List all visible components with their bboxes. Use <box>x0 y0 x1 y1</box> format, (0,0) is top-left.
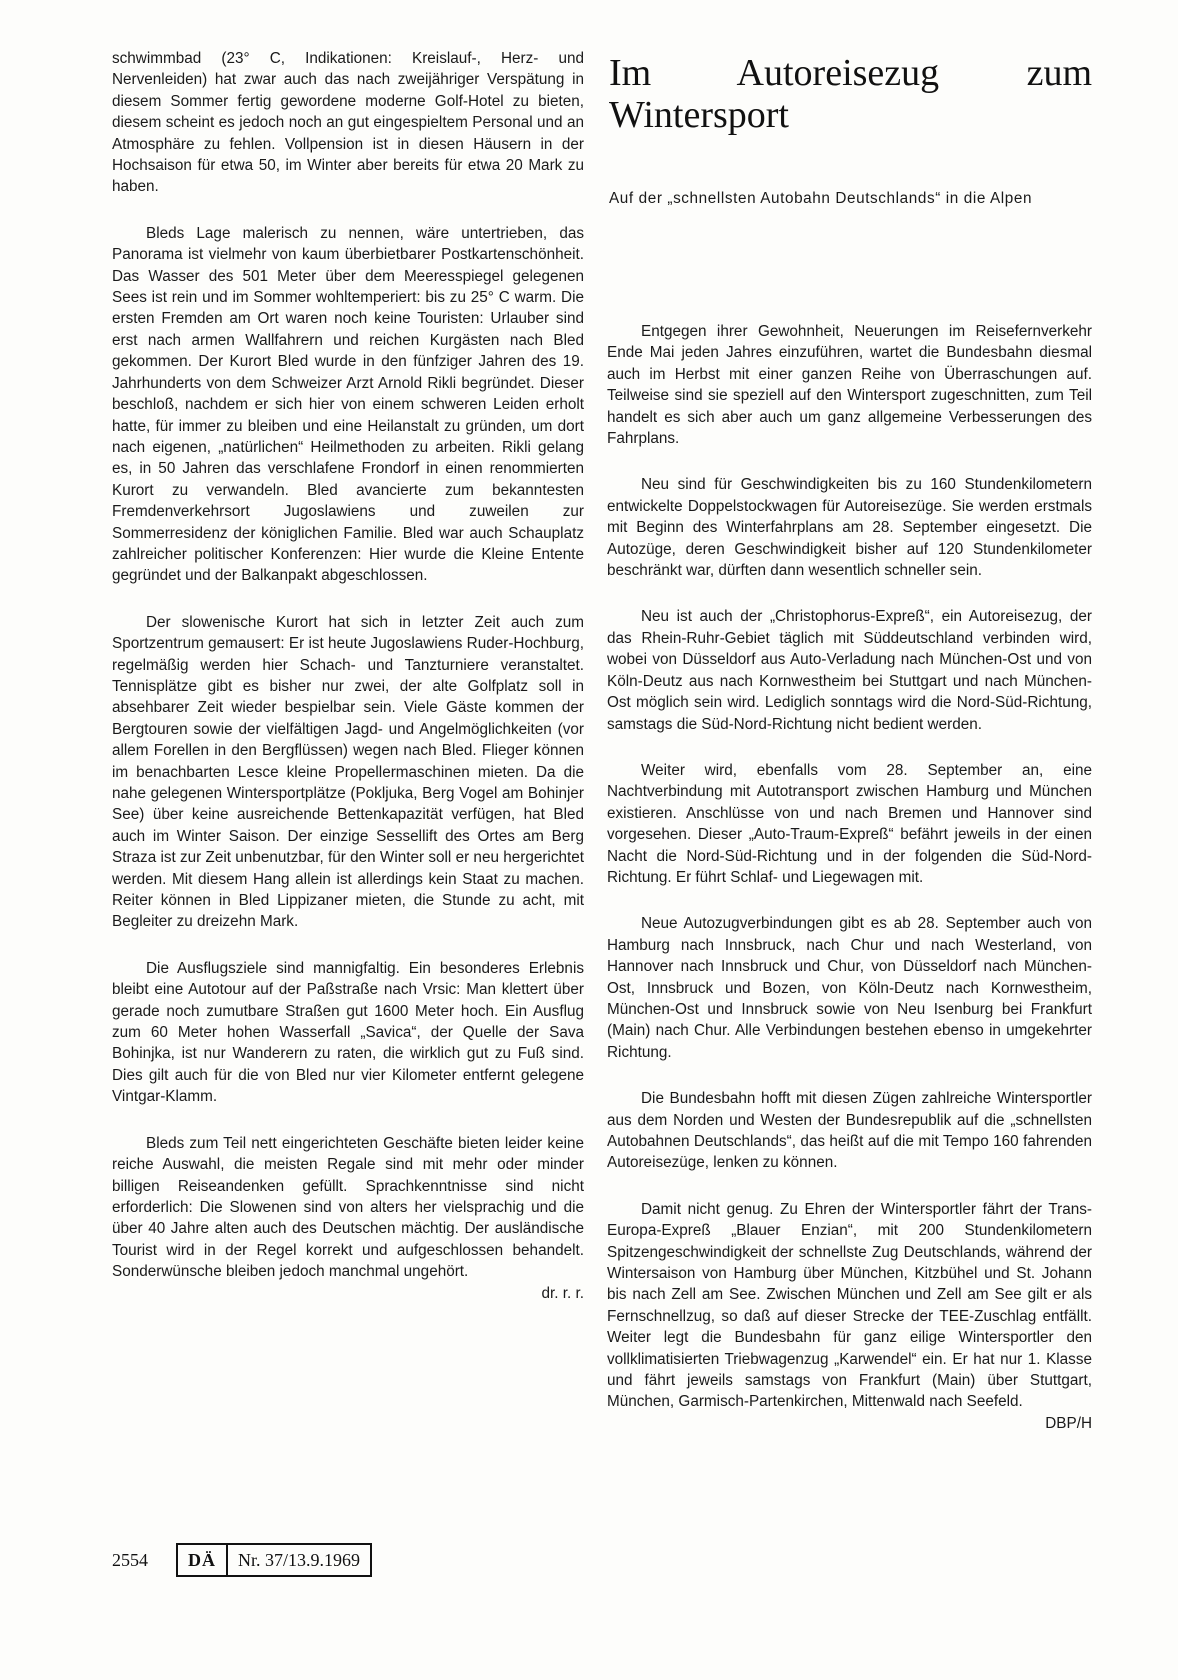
article-paragraph: schwimmbad (23° C, Indikationen: Kreislauf-, Herz- und Nervenleiden) hat zwar auch das nach zweijähriger Verspätung in diesem Sommer fertig gewordene moderne Golf-Hotel zu bieten, diesem scheint es jedoch noch an gut eingespieltem Personal und an Atmosphäre zu fehlen. Vollpension ist in diesen Häusern in der Hochsaison für etwa 50, im Winter aber bereits für etwa 20 Mark zu haben. <box>112 50 584 196</box>
article-paragraph: Bleds Lage malerisch zu nennen, wäre untertrieben, das Panorama ist vielmehr von kaum überbietbarer Postkartenschönheit. Das Wasser des 501 Meter über dem Meeresspiegel gelegenen Sees ist rein und im Sommer wohltemperiert: bis zu 25° C warm. Die ersten Fremden am Ort waren noch keine Touristen: Urlauber sind erst nach armen Wallfahrern und reichen Kurgästen nach Bled gekommen. Der Kurort Bled wurde in den fünfziger Jahren des 19. Jahrhunderts von dem Schweizer Arzt Arnold Rikli begründet. Dieser beschloß, nachdem er sich hier von einem schweren Leiden erholt hatte, für immer zu bleiben und eine Heilanstalt zu gründen, um dort nach eigenen, „natürlichen“ Heilmethoden zu arbeiten. Rikli gelang es, in 50 Jahren das verschlafene Frondorf in einen renommierten Kurort zu verwandeln. Bled avancierte zum bekanntesten Fremdenverkehrsort Jugoslawiens und zuweilen zur Sommerresidenz der königlichen Familie. Bled war auch Schauplatz zahlreicher politischer Konferenzen: Hier wurde die Kleine Entente gegründet und der Balkanpakt abgeschlossen. <box>112 224 584 585</box>
author-signature: DBP/H <box>1045 1414 1092 1432</box>
article-paragraph: Die Bundesbahn hofft mit diesen Zügen zahlreiche Wintersportler aus dem Norden und Westen der Bundesrepublik auf die „schnellsten Autobahnen Deutschlands“, das heißt auf die mit Tempo 160 fahrenden Autoreisezüge, lenken zu können. <box>607 1090 1092 1172</box>
signature-line <box>607 1413 1092 1434</box>
left-column <box>112 48 584 1304</box>
article-subtitle: Auf der „schnellsten Autobahn Deutschlands“ in die Alpen <box>609 190 1033 207</box>
signature-line <box>112 1283 584 1304</box>
author-signature: dr. r. r. <box>541 1284 584 1302</box>
issue-label: Nr. 37/13.9.1969 <box>238 1549 361 1570</box>
right-column <box>607 52 1092 1434</box>
journal-logo: DÄ <box>178 1545 228 1575</box>
page-number: 2554 <box>112 1549 148 1570</box>
article-paragraph: Damit nicht genug. Zu Ehren der Wintersportler fährt der Trans-Europa-Expreß „Blauer Enzian“, mit 200 Stundenkilometern Spitzengeschwindigkeit der schnellste Zug Deutschlands, während der Wintersaison von Hamburg über München, Kitzbühel und St. Johann bis nach Zell am See. Zwischen München und Zell am See gilt er als Fernschnellzug, so daß auf dieser Strecke der TEE-Zuschlag entfällt. Weiter legt die Bundesbahn für ganz eilige Wintersportler den vollklimatisierten Triebwagenzug „Karwendel“ ein. Er hat nur 1. Klasse und fährt jeweils samstags von Frankfurt (Main) über Stuttgart, München, Garmisch-Partenkirchen, Mittenwald nach Seefeld. <box>607 1200 1092 1411</box>
article-title: Im Autoreisezug zum Wintersport <box>609 52 1092 136</box>
article-paragraph: Die Ausflugsziele sind mannigfaltig. Ein besonderes Erlebnis bleibt eine Autotour auf der Paßstraße nach Vrsic: Man klettert über gerade noch zumutbare Straßen gut 1600 Meter hoch. Ein Ausflug zum 60 Meter hohen Wasserfall „Savica“, der Quelle der Sava Bohinjka, ist nur Wanderern zu raten, die wirklich gut zu Fuß sind. Dies gilt auch für die von Bled nur vier Kilometer entfernt gelegene Vintgar-Klamm. <box>112 959 584 1106</box>
article-paragraph: Der slowenische Kurort hat sich in letzter Zeit auch zum Sportzentrum gemausert: Er ist heute Jugoslawiens Ruder-Hochburg, regelmäßig werden hier Schach- und Tanzturniere veranstaltet. Tennisplätze gibt es bisher nur zwei, der alte Golfplatz soll in absehbarer Zeit wieder bespielbar sein. Viele Gäste kommen der Bergtouren sowie der vielfältigen Jagd- und Angelmöglichkeiten (vor allem Forellen in den Bergflüssen) wegen nach Bled. Flieger können im benachbarten Lesce kleine Propellermaschinen mieten. Da die nahe gelegenen Wintersportplätze (Pokljuka, Berg Vogel am Bohinjer See) über keine ausreichende Bettenkapazität verfügen, hat Bled auch im Winter Saison. Der einzige Sessellift des Ortes am Berg Straza ist zur Zeit unbenutzbar, für den Winter soll er neu hergerichtet werden. Mit diesem Hang allein ist allerdings kein Staat zu machen. Reiter können in Bled Lippizaner mieten, die Stunde zu acht, mit Begleiter zu dreizehn Mark. <box>112 613 584 931</box>
article-paragraph: Neu ist auch der „Christophorus-Expreß“, ein Autoreisezug, der das Rhein-Ruhr-Gebiet täglich mit Süddeutschland verbinden wird, wobei von Düsseldorf aus Auto-Verladung nach München-Ost und von Köln-Deutz aus nach Kornwestheim bei Stuttgart und nach München-Ost möglich sein wird. Lediglich sonntags wird die Nord-Süd-Richtung, samstags die Süd-Nord-Richtung nicht bedient werden. <box>607 608 1092 733</box>
article-paragraph: Weiter wird, ebenfalls vom 28. September an, eine Nachtverbindung mit Autotransport zwischen Hamburg und München existieren. Anschlüsse von und nach Bremen und Hannover sind vorgesehen. Dieser „Auto-Traum-Expreß“ befährt jeweils in der einen Nacht die Nord-Süd-Richtung und in der folgenden die Süd-Nord-Richtung. Er führt Schlaf- und Liegewagen mit. <box>607 761 1092 886</box>
article-paragraph: Neu sind für Geschwindigkeiten bis zu 160 Stundenkilometern entwickelte Doppelstockwagen für Autoreisezüge. Sie werden erstmals mit Beginn des Winterfahrplans am 28. September eingesetzt. Die Autozüge, deren Geschwindigkeit bisher auf 120 Stundenkilometer beschränkt war, dürften dann wesentlich schneller sein. <box>607 476 1092 580</box>
article-paragraph: Entgegen ihrer Gewohnheit, Neuerungen im Reisefernverkehr Ende Mai jeden Jahres einzuführen, wartet die Bundesbahn diesmal auch im Herbst mit einer ganzen Reihe von Überraschungen auf. Teilweise sind sie speziell auf den Wintersport zugeschnitten, zum Teil handelt es sich aber auch um ganz allgemeine Verbesserungen des Fahrplans. <box>607 323 1092 448</box>
article-paragraph: Neue Autozugverbindungen gibt es ab 28. September auch von Hamburg nach Innsbruck, nach Chur und nach Westerland, von Hannover nach Innsbruck und Chur, von Düsseldorf nach München-Ost, Innsbruck und Bozen, von Köln-Deutz nach Kornwestheim, München-Ost und Innsbruck sowie von Neu Isenburg bei Frankfurt (Main) nach Chur. Alle Verbindungen bestehen ebenso in umgekehrter Richtung. <box>607 915 1092 1061</box>
article-paragraph: Bleds zum Teil nett eingerichteten Geschäfte bieten leider keine reiche Auswahl, die meisten Regale sind mit mehr oder minder billigen Reiseandenken gefüllt. Sprachkenntnisse sind nicht erforderlich: Die Slowenen sind von alters her vielsprachig und die über 40 Jahre alten auch des Deutschen mächtig. Der ausländische Tourist wird in der Regel korrekt und aufgeschlossen behandelt. Sonderwünsche bleiben jedoch manchmal ungehört. <box>112 1134 584 1281</box>
journal-badge <box>176 1543 372 1577</box>
page-footer <box>112 1543 372 1577</box>
